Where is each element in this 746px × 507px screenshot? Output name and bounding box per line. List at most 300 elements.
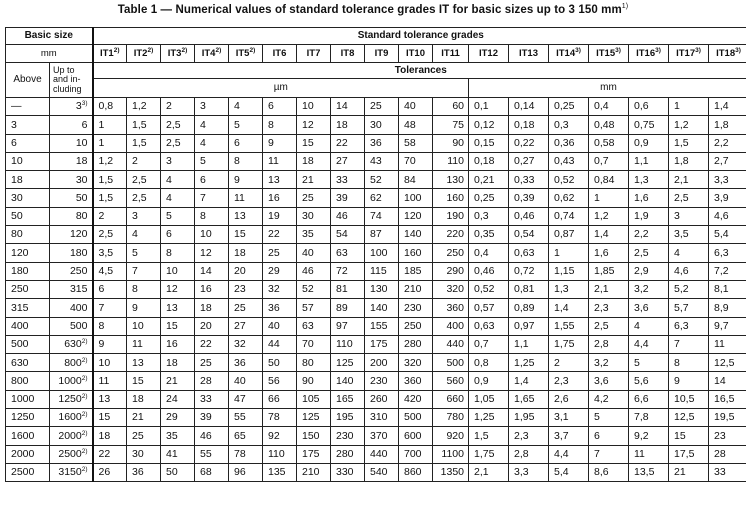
tolerance-cell: 36 [127, 463, 161, 481]
tolerance-cell: 12 [297, 116, 331, 134]
tolerance-cell: 10 [161, 262, 195, 280]
tolerance-cell: 84 [399, 171, 433, 189]
tolerance-cell: 20 [195, 317, 229, 335]
unit-micrometre: µm [93, 79, 469, 98]
table-row [6, 427, 746, 445]
tolerance-cell: 28 [195, 372, 229, 390]
up-to-line-3: cluding [53, 83, 82, 94]
grade-label: IT1 [99, 48, 114, 60]
grade-footnote: 2) [147, 47, 154, 55]
up-to-cell [50, 427, 93, 445]
tolerance-cell: 4 [669, 244, 709, 262]
tolerance-cell: 860 [399, 463, 433, 481]
tolerance-cell: 12,5 [709, 354, 746, 372]
tolerance-cell: 190 [433, 207, 469, 225]
tolerance-cell: 54 [331, 226, 365, 244]
tolerance-cell: 1,2 [669, 116, 709, 134]
tolerance-cell: 280 [331, 445, 365, 463]
tolerance-cell: 1,4 [589, 226, 629, 244]
up-to-value: 1250 [58, 393, 82, 406]
tolerance-cell: 3,2 [629, 280, 669, 298]
tolerance-cell: 9 [229, 171, 263, 189]
tolerance-cell: 4 [127, 226, 161, 244]
tolerance-cell: 30 [297, 207, 331, 225]
tolerance-cell: 370 [365, 427, 399, 445]
above-cell: 630 [6, 354, 50, 372]
up-to-value: 30 [75, 173, 88, 186]
tolerance-cell: 6 [263, 98, 297, 116]
tolerance-cell: 2,5 [127, 189, 161, 207]
tolerance-cell: 21 [127, 409, 161, 427]
above-cell: 120 [6, 244, 50, 262]
tolerance-cell: 15 [161, 317, 195, 335]
tolerance-cell: 600 [399, 427, 433, 445]
tolerance-cell: 4,4 [629, 335, 669, 353]
up-to-footnote: 2) [81, 374, 88, 382]
tolerance-cell: 2,1 [669, 171, 709, 189]
tolerance-cell: 0,18 [469, 152, 509, 170]
tolerance-cell: 15 [127, 372, 161, 390]
tolerance-cell: 13 [127, 354, 161, 372]
tolerance-cell: 2 [549, 354, 589, 372]
table-row [6, 98, 746, 116]
tolerance-cell: 14 [709, 372, 746, 390]
tolerance-cell: 4,5 [93, 262, 127, 280]
above-cell: 80 [6, 226, 50, 244]
tolerance-cell: 36 [263, 299, 297, 317]
tolerance-cell: 0,35 [469, 226, 509, 244]
table-row [6, 409, 746, 427]
up-to-cell [50, 262, 93, 280]
tolerance-cell: 23 [229, 280, 263, 298]
tolerance-cell: 6,3 [709, 244, 746, 262]
tolerance-cell: 4 [161, 189, 195, 207]
tolerance-cell: 0,46 [469, 262, 509, 280]
tolerance-cell: 400 [433, 317, 469, 335]
tolerance-cell: 1,85 [589, 262, 629, 280]
up-to-value: 1600 [58, 411, 82, 424]
standard-grades-header: Standard tolerance grades [93, 28, 746, 45]
unit-millimetre: mm [469, 79, 746, 98]
tolerance-cell: 1 [93, 134, 127, 152]
tolerance-cell: 25 [365, 98, 399, 116]
tolerance-cell: 360 [399, 372, 433, 390]
tolerance-cell: 140 [399, 226, 433, 244]
grade-footnote: 3) [575, 47, 581, 55]
above-cell: 315 [6, 299, 50, 317]
tolerance-cell: 5 [195, 152, 229, 170]
tolerance-cell: 5,2 [669, 280, 709, 298]
up-to-cell [50, 189, 93, 207]
tolerance-cell: 10 [93, 354, 127, 372]
tolerance-cell: 0,22 [509, 134, 549, 152]
tolerance-cell: 11 [263, 152, 297, 170]
tolerance-cell: 40 [229, 372, 263, 390]
tolerance-cell: 15 [669, 427, 709, 445]
tolerance-cell: 14 [195, 262, 229, 280]
tolerance-cell: 9,2 [629, 427, 669, 445]
tolerance-cell: 1,8 [709, 116, 746, 134]
tolerance-cell: 3 [669, 207, 709, 225]
tolerance-cell: 0,27 [509, 152, 549, 170]
tolerance-cell: 13 [229, 207, 263, 225]
above-cell: 1250 [6, 409, 50, 427]
tolerance-cell: 3 [195, 98, 229, 116]
tolerance-cell: 7,8 [629, 409, 669, 427]
tolerance-cell: 52 [365, 171, 399, 189]
tolerance-cell: 89 [331, 299, 365, 317]
tolerance-cell: 4 [629, 317, 669, 335]
tolerance-cell: 9 [263, 134, 297, 152]
tolerance-cell: 10 [127, 317, 161, 335]
tolerance-cell: 15 [297, 134, 331, 152]
tolerance-cell: 11 [229, 189, 263, 207]
tolerance-cell: 52 [297, 280, 331, 298]
tolerance-cell: 27 [331, 152, 365, 170]
tolerance-cell: 33 [331, 171, 365, 189]
tolerance-cell: 0,4 [589, 98, 629, 116]
tolerance-cell: 320 [433, 280, 469, 298]
tolerance-cell: 155 [365, 317, 399, 335]
tolerance-cell: 7 [589, 445, 629, 463]
tolerance-cell: 0,62 [549, 189, 589, 207]
tolerance-cell: 0,25 [469, 189, 509, 207]
tolerance-cell: 24 [161, 390, 195, 408]
tolerance-cell: 1 [549, 244, 589, 262]
tolerance-cell: 15 [93, 409, 127, 427]
tolerance-cell: 360 [433, 299, 469, 317]
tolerance-cell: 9 [669, 372, 709, 390]
tolerance-cell: 1,55 [549, 317, 589, 335]
tolerance-cell: 1,05 [469, 390, 509, 408]
tolerance-cell: 3,5 [93, 244, 127, 262]
tolerance-cell: 25 [263, 244, 297, 262]
tolerance-cell: 57 [297, 299, 331, 317]
tolerance-cell: 1,2 [93, 152, 127, 170]
tolerance-cell: 5 [589, 409, 629, 427]
tolerance-cell: 55 [229, 409, 263, 427]
tolerance-cell: 1,5 [469, 427, 509, 445]
tolerance-cell: 2,5 [161, 134, 195, 152]
tolerance-cell: 40 [399, 98, 433, 116]
tolerance-cell: 25 [297, 189, 331, 207]
tolerance-cell: 150 [297, 427, 331, 445]
up-to-footnote: 2) [81, 466, 88, 474]
tolerance-cell: 1,4 [509, 372, 549, 390]
up-to-footnote: 2) [81, 411, 88, 419]
tolerance-cell: 1,6 [589, 244, 629, 262]
up-to-cell [50, 372, 93, 390]
tolerance-cell: 9 [93, 335, 127, 353]
up-to-footnote: 2) [81, 356, 88, 364]
tolerance-cell: 18 [93, 427, 127, 445]
tolerance-cell: 11 [93, 372, 127, 390]
tolerance-cell: 5,6 [629, 372, 669, 390]
tolerance-cell: 8 [229, 152, 263, 170]
up-to-header [50, 63, 93, 98]
tolerance-cell: 10 [195, 226, 229, 244]
grade-label: IT16 [636, 48, 656, 60]
tolerance-cell: 8,6 [589, 463, 629, 481]
above-cell: 10 [6, 152, 50, 170]
above-header: Above [6, 63, 50, 98]
tolerance-cell: 7 [195, 189, 229, 207]
above-cell: 800 [6, 372, 50, 390]
tolerance-cell: 195 [331, 409, 365, 427]
grade-header-10 [399, 45, 433, 63]
tolerance-cell: 70 [399, 152, 433, 170]
tolerance-cell: 32 [263, 280, 297, 298]
tolerance-cell: 140 [331, 372, 365, 390]
table-row [6, 207, 746, 225]
tolerance-cell: 160 [433, 189, 469, 207]
grade-label: IT11 [441, 48, 460, 60]
tolerance-cell: 0,7 [469, 335, 509, 353]
tolerance-cell: 165 [331, 390, 365, 408]
tolerance-cell: 19,5 [709, 409, 746, 427]
grade-header-11 [433, 45, 469, 63]
tolerance-cell: 22 [331, 134, 365, 152]
tolerance-cell: 30 [127, 445, 161, 463]
table-row [6, 134, 746, 152]
tolerance-cell: 16 [195, 280, 229, 298]
tolerance-cell: 1,95 [509, 409, 549, 427]
tolerance-cell: 110 [433, 152, 469, 170]
tolerance-cell: 29 [263, 262, 297, 280]
tolerance-cell: 78 [263, 409, 297, 427]
tolerance-cell: 18 [161, 354, 195, 372]
tolerance-cell: 28 [709, 445, 746, 463]
tolerance-cell: 1,6 [629, 189, 669, 207]
grade-header-5 [229, 45, 263, 63]
tolerance-cell: 35 [297, 226, 331, 244]
tolerance-cell: 90 [297, 372, 331, 390]
tolerance-cell: 2,2 [709, 134, 746, 152]
tolerance-cell: 0,36 [549, 134, 589, 152]
tolerance-cell: 3,5 [669, 226, 709, 244]
tolerance-cell: 78 [229, 445, 263, 463]
tolerance-cell: 420 [399, 390, 433, 408]
table-row [6, 152, 746, 170]
tolerance-cell: 22 [195, 335, 229, 353]
table-row [6, 116, 746, 134]
up-to-cell [50, 98, 93, 116]
tolerance-cell: 0,43 [549, 152, 589, 170]
tolerance-cell: 3,3 [509, 463, 549, 481]
up-to-value: 800 [64, 356, 82, 369]
up-to-cell [50, 171, 93, 189]
tolerance-cell: 2,5 [93, 226, 127, 244]
above-cell: 250 [6, 280, 50, 298]
tolerance-cell: 6,6 [629, 390, 669, 408]
tolerance-cell: 0,9 [469, 372, 509, 390]
tolerance-cell: 560 [433, 372, 469, 390]
tolerance-cell: 8 [161, 244, 195, 262]
tolerance-cell: 230 [365, 372, 399, 390]
tolerance-cell: 0,63 [509, 244, 549, 262]
table-row [6, 372, 746, 390]
tolerance-cell: 3,1 [549, 409, 589, 427]
grade-footnote: 2) [215, 47, 222, 55]
above-cell: 500 [6, 335, 50, 353]
tolerance-cell: 97 [331, 317, 365, 335]
tolerance-cell: 330 [331, 463, 365, 481]
tolerance-cell: 540 [365, 463, 399, 481]
up-to-cell [50, 445, 93, 463]
tolerance-cell: 1 [93, 116, 127, 134]
grade-header-17 [669, 45, 709, 63]
up-to-value: 2500 [58, 448, 82, 461]
tolerance-cell: 27 [229, 317, 263, 335]
tolerance-cell: 12 [195, 244, 229, 262]
above-cell: 50 [6, 207, 50, 225]
table-row [6, 280, 746, 298]
tolerance-cell: 0,48 [589, 116, 629, 134]
tolerance-cell: 9,7 [709, 317, 746, 335]
tolerance-cell: 8 [127, 280, 161, 298]
tolerance-cell: 18 [297, 152, 331, 170]
tolerance-cell: 0,74 [549, 207, 589, 225]
tolerance-cell: 290 [433, 262, 469, 280]
tolerance-cell: 0,72 [509, 262, 549, 280]
tolerance-cell: 310 [365, 409, 399, 427]
tolerance-cell: 3,3 [709, 171, 746, 189]
tolerance-cell: 0,6 [629, 98, 669, 116]
tolerance-cell: 41 [161, 445, 195, 463]
tolerance-cell: 175 [365, 335, 399, 353]
tolerance-cell: 70 [297, 335, 331, 353]
tolerance-cell: 0,89 [509, 299, 549, 317]
grade-label: IT7 [306, 48, 321, 60]
tolerance-cell: 5,4 [709, 226, 746, 244]
table-title-text: Table 1 — Numerical values of standard tolerance grades IT for basic sizes up to 3 150 mm [117, 4, 622, 16]
tolerance-cell: 0,54 [509, 226, 549, 244]
above-cell: 18 [6, 171, 50, 189]
tolerance-cell: 1,1 [509, 335, 549, 353]
grade-footnote: 3) [695, 47, 701, 55]
tolerance-cell: 2 [127, 152, 161, 170]
grade-label: IT10 [405, 48, 425, 60]
above-cell: 2000 [6, 445, 50, 463]
tolerance-cell: 0,21 [469, 171, 509, 189]
tolerance-cell: 8,1 [709, 280, 746, 298]
tolerance-cell: 87 [365, 226, 399, 244]
grade-footnote: 3) [615, 47, 621, 55]
grade-label: IT9 [374, 48, 389, 60]
tolerance-cell: 105 [297, 390, 331, 408]
tolerance-cell: 15 [229, 226, 263, 244]
tolerance-cell: 200 [365, 354, 399, 372]
tolerance-cell: 66 [263, 390, 297, 408]
tolerance-cell: 320 [399, 354, 433, 372]
tolerance-cell: 2,9 [629, 262, 669, 280]
grade-footnote: 2) [113, 47, 120, 55]
basic-size-unit: mm [6, 45, 93, 63]
tolerance-cell: 20 [229, 262, 263, 280]
tolerance-cell: 33 [709, 463, 746, 481]
tolerance-cell: 125 [297, 409, 331, 427]
tolerance-cell: 1,9 [629, 207, 669, 225]
up-to-line-2: and in- [53, 74, 81, 85]
tolerance-cell: 63 [297, 317, 331, 335]
table-row [6, 445, 746, 463]
up-to-footnote: 2) [81, 393, 88, 401]
tolerance-cell: 5 [161, 207, 195, 225]
tolerance-cell: 12 [161, 280, 195, 298]
tolerance-cell: 11 [709, 335, 746, 353]
up-to-cell [50, 354, 93, 372]
up-to-value: 120 [69, 228, 88, 241]
tolerance-cell: 18 [229, 244, 263, 262]
tolerance-cell: 6 [161, 226, 195, 244]
tolerance-cell: 55 [195, 445, 229, 463]
up-to-cell [50, 134, 93, 152]
up-to-value: 18 [75, 155, 88, 168]
tolerance-cell: 0,57 [469, 299, 509, 317]
grade-footnote: 2) [181, 47, 188, 55]
tolerance-cell: 250 [433, 244, 469, 262]
tolerance-cell: 440 [365, 445, 399, 463]
grade-header-8 [331, 45, 365, 63]
tolerance-cell: 1,8 [669, 152, 709, 170]
tolerance-cell: 7 [93, 299, 127, 317]
tolerance-cell: 18 [331, 116, 365, 134]
tolerance-table [5, 27, 746, 482]
table-row [6, 390, 746, 408]
tolerance-cell: 63 [331, 244, 365, 262]
tolerance-cell: 43 [365, 152, 399, 170]
tolerance-cell: 0,1 [469, 98, 509, 116]
tolerance-cell: 11 [629, 445, 669, 463]
tolerance-cell: 12,5 [669, 409, 709, 427]
tolerance-cell: 6 [93, 280, 127, 298]
grade-header-3 [161, 45, 195, 63]
tolerance-table-body [6, 98, 746, 482]
tolerance-cell: 135 [263, 463, 297, 481]
above-cell: 1600 [6, 427, 50, 445]
tolerance-cell: 1 [669, 98, 709, 116]
table-row [6, 262, 746, 280]
table-row [6, 171, 746, 189]
up-to-footnote: 2) [81, 448, 88, 456]
grade-label: IT18 [716, 48, 736, 60]
tolerance-cell: 8 [263, 116, 297, 134]
tolerance-cell: 140 [365, 299, 399, 317]
grade-header-12 [469, 45, 509, 63]
tolerance-cell: 32 [229, 335, 263, 353]
tolerance-cell: 700 [399, 445, 433, 463]
grade-header-16 [629, 45, 669, 63]
up-to-cell [50, 280, 93, 298]
up-to-cell [50, 152, 93, 170]
tolerance-cell: 3,2 [589, 354, 629, 372]
grade-footnote: 3) [735, 47, 741, 55]
tolerance-cell: 2 [161, 98, 195, 116]
tolerance-cell: 4,6 [669, 262, 709, 280]
tolerance-cell: 6,3 [669, 317, 709, 335]
tolerance-cell: 13 [161, 299, 195, 317]
tolerance-cell: 1,2 [127, 98, 161, 116]
up-to-cell [50, 335, 93, 353]
grade-header-1 [93, 45, 127, 63]
tolerance-cell: 16 [263, 189, 297, 207]
tolerance-cell: 2,5 [669, 189, 709, 207]
tolerance-cell: 44 [263, 335, 297, 353]
tolerance-cell: 1,3 [549, 280, 589, 298]
tolerance-cell: 100 [365, 244, 399, 262]
tolerance-cell: 58 [399, 134, 433, 152]
tolerance-cell: 1,15 [549, 262, 589, 280]
